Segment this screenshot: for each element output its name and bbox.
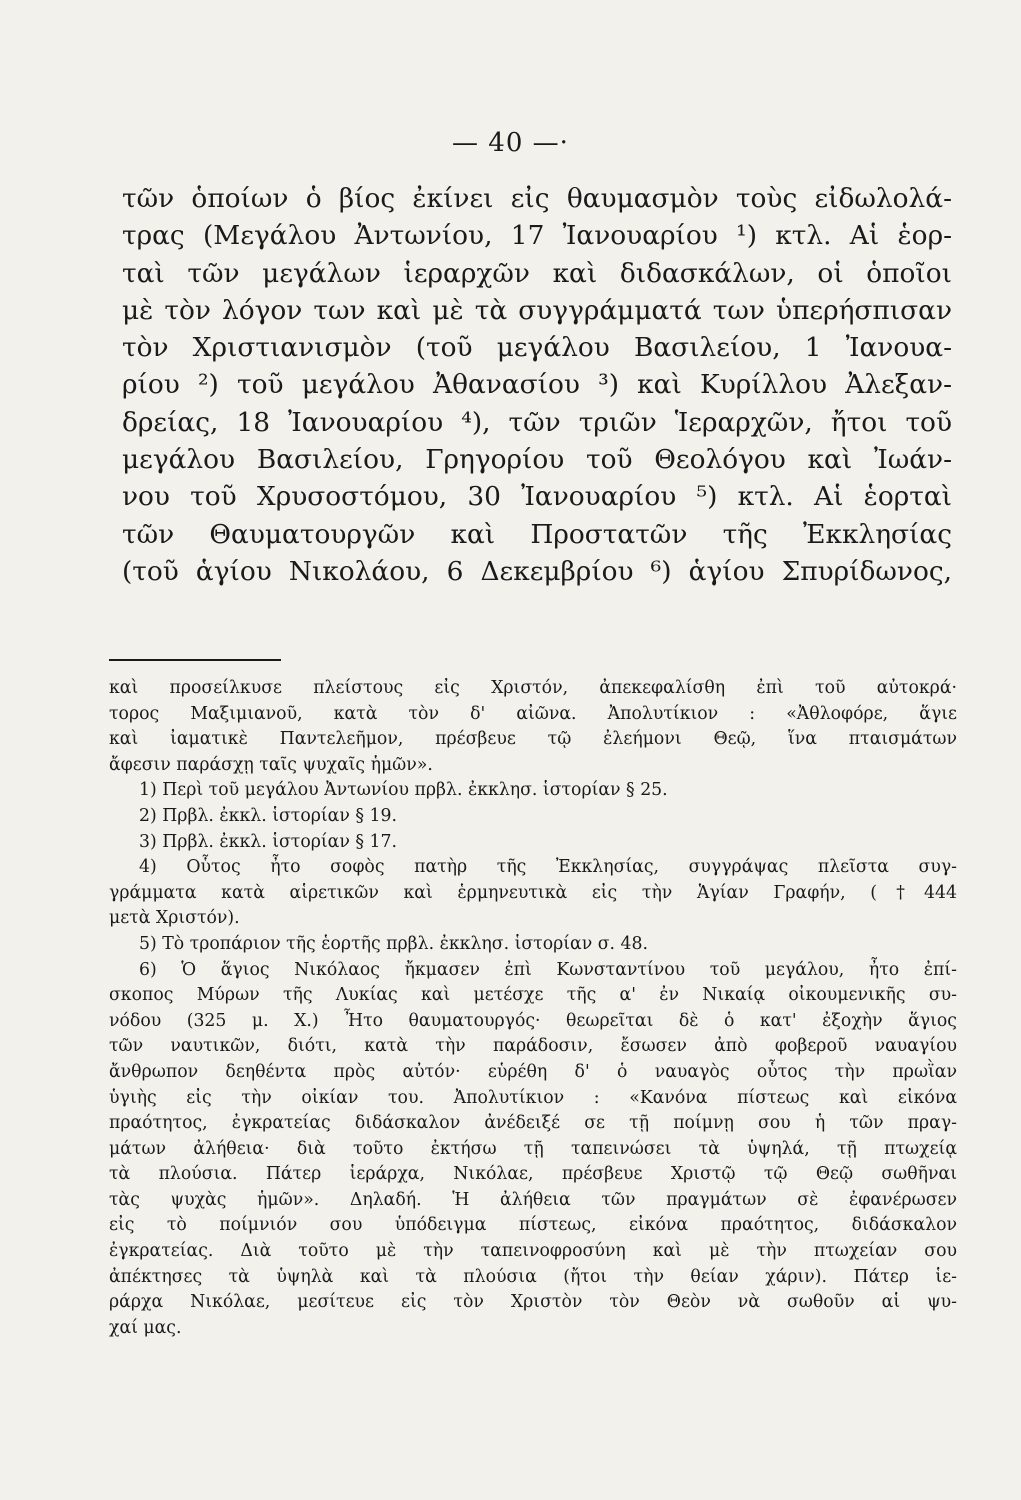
footnote-line: τῶν ναυτικῶν, διότι, κατὰ τὴν παράδοσιν, ἔσωσεν ἀπὸ φοβεροῦ ναυαγίου: [109, 1036, 957, 1057]
main-line: (τοῦ ἁγίου Νικολάου, 6 Δεκεμβρίου ⁶) ἁγίου Σπυρίδωνος,: [122, 555, 952, 587]
footnote-line: καὶ προσείλκυσε πλείστους εἰς Χριστόν, ἀπεκεφαλίσθη ἐπὶ τοῦ αὐτοκρά·: [109, 678, 957, 698]
footnote-line: 3) Πρβλ. ἐκκλ. ἱστορίαν § 17.: [139, 831, 397, 852]
footnote-line: μάτων ἀλήθεια· διὰ τοῦτο ἐκτήσω τῇ ταπεινώσει τὰ ὑψηλά, τῇ πτωχείᾳ: [109, 1138, 957, 1159]
footnote-line: νόδου (325 μ. Χ.) Ἦτο θαυματουργός· θεωρεῖται δὲ ὁ κατ' ἐξοχὴν ἅγιος: [109, 1010, 957, 1031]
main-line: τῶν ὁποίων ὁ βίος ἐκίνει εἰς θαυμασμὸν τοὺς εἰδωλολά-: [122, 183, 952, 214]
footnote-line: γράμματα κατὰ αἱρετικῶν καὶ ἑρμηνευτικὰ εἰς τὴν Ἁγίαν Γραφήν, (†444: [109, 882, 957, 903]
main-line: τῶν Θαυματουργῶν καὶ Προστατῶν τῆς Ἐκκλησίας: [122, 518, 952, 550]
main-text: [122, 180, 952, 590]
footnote-line: πραότητος, ἐγκρατείας διδάσκαλον ἀνέδειξέ σε τῇ ποίμνῃ σου ἡ τῶν πραγ-: [109, 1113, 957, 1134]
footnote-line: τὰ πλούσια. Πάτερ ἱεράρχα, Νικόλαε, πρέσβευε Χριστῷ τῷ Θεῷ σωθῆναι: [109, 1164, 957, 1185]
footnote-line: 4) Οὗτος ἦτο σοφὸς πατὴρ τῆς Ἐκκλησίας, συγγράψας πλεῖστα συγ-: [139, 857, 957, 878]
footnote-line: 6) Ὁ ἅγιος Νικόλαος ἤκμασεν ἐπὶ Κωνσταντίνου τοῦ μεγάλου, ἦτο ἐπί-: [139, 959, 957, 980]
footnote-line: ἄνθρωπον δεηθέντα πρὸς αὐτόν· εὑρέθη δ' ὁ ναυαγὸς οὗτος τὴν πρωῒαν: [109, 1061, 957, 1082]
footnote-line: ράρχα Νικόλαε, μεσίτευε εἰς τὸν Χριστὸν τὸν Θεὸν νὰ σωθοῦν αἱ ψυ-: [109, 1292, 957, 1313]
footnote-line: 1) Περὶ τοῦ μεγάλου Ἀντωνίου πρβλ. ἐκκλησ. ἱστορίαν § 25.: [139, 780, 668, 801]
footnote-line: ὑγιὴς εἰς τὴν οἰκίαν του. Ἀπολυτίκιον : «Κανόνα πίστεως καὶ εἰκόνα: [109, 1087, 957, 1108]
footnote-line: ἐγκρατείας. Διὰ τοῦτο μὲ τὴν ταπεινοφροσύνη καὶ μὲ τὴν πτωχείαν σου: [109, 1241, 957, 1262]
footnote-line: 5) Τὸ τροπάριον τῆς ἑορτῆς πρβλ. ἐκκλησ. ἱστορίαν σ. 48.: [139, 933, 648, 954]
main-line: τρας (Μεγάλου Ἀντωνίου, 17 Ἰανουαρίου ¹) κτλ. Αἱ ἑορ-: [122, 220, 952, 252]
footnote-line: καὶ ἰαματικὲ Παντελεῆμον, πρέσβευε τῷ ἐλεήμονι Θεῷ, ἵνα πταισμάτων: [109, 729, 957, 750]
footnote-line: εἰς τὸ ποίμνιόν σου ὑπόδειγμα πίστεως, εἰκόνα πραότητος, διδάσκαλον: [109, 1215, 957, 1236]
footnote-line: χαί μας.: [109, 1317, 182, 1338]
footnote-line: ἄφεσιν παράσχῃ ταῖς ψυχαῖς ἡμῶν».: [109, 754, 433, 775]
main-line: μεγάλου Βασιλείου, Γρηγορίου τοῦ Θεολόγου καὶ Ἰωάν-: [122, 444, 952, 476]
main-line: μὲ τὸν λόγον των καὶ μὲ τὰ συγγράμματά των ὑπερήσπισαν: [122, 294, 952, 326]
main-line: ρίου ²) τοῦ μεγάλου Ἀθανασίου ³) καὶ Κυρίλλου Ἀλεξαν-: [122, 369, 952, 401]
main-line: νου τοῦ Χρυσοστόμου, 30 Ἰανουαρίου ⁵) κτλ. Αἱ ἑορταὶ: [122, 481, 952, 513]
footnote-line: ἀπέκτησες τὰ ὑψηλὰ καὶ τὰ πλούσια (ἤτοι τὴν θείαν χάριν). Πάτερ ἱε-: [109, 1266, 957, 1287]
main-line: τὸν Χριστιανισμὸν (τοῦ μεγάλου Βασιλείου, 1 Ἰανουα-: [122, 332, 952, 364]
footnote-line: τορος Μαξιμιανοῦ, κατὰ τὸν δ' αἰῶνα. Ἀπολυτίκιον : «Ἀθλοφόρε, ἅγιε: [109, 703, 957, 724]
main-line: ταὶ τῶν μεγάλων ἱεραρχῶν καὶ διδασκάλων, οἱ ὁποῖοι: [122, 257, 952, 289]
footnote-line: σκοπος Μύρων τῆς Λυκίας καὶ μετέσχε τῆς α' ἐν Νικαίᾳ οἰκουμενικῆς συ-: [109, 985, 957, 1006]
footnote-divider: [109, 659, 281, 661]
footnotes: [109, 676, 957, 1341]
main-line: δρείας, 18 Ἰανουαρίου ⁴), τῶν τριῶν Ἱεραρχῶν, ἤτοι τοῦ: [122, 406, 952, 438]
footnote-line: τὰς ψυχὰς ἡμῶν». Δηλαδή. Ἡ ἀλήθεια τῶν πραγμάτων σὲ ἐφανέρωσεν: [109, 1189, 957, 1210]
page-number: — 40 —·: [452, 128, 569, 158]
footnote-line: 2) Πρβλ. ἐκκλ. ἱστορίαν § 19.: [139, 805, 397, 826]
footnote-line: μετὰ Χριστόν).: [109, 908, 240, 929]
